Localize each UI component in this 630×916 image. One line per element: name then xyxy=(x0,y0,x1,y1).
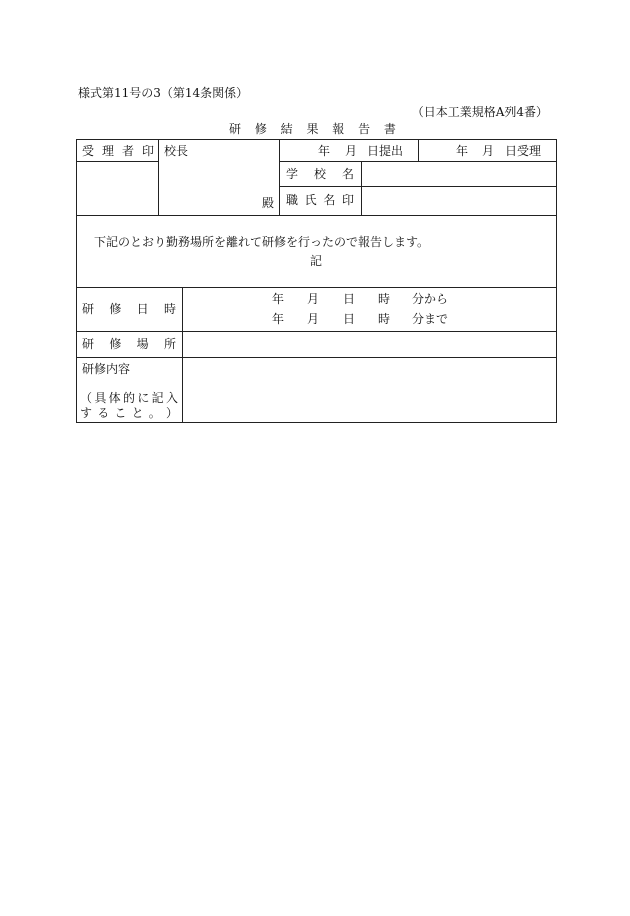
label-char: る xyxy=(97,406,110,420)
label-char: 所 xyxy=(163,337,176,351)
to-month: 月 xyxy=(307,312,320,326)
from-day: 日 xyxy=(343,292,356,306)
label-char: 記 xyxy=(151,391,164,405)
label-char: 修 xyxy=(109,337,122,351)
to-day: 日 xyxy=(343,312,356,326)
training-place-field[interactable] xyxy=(186,334,552,354)
from-month: 月 xyxy=(307,292,320,306)
label-char: こ xyxy=(114,406,127,420)
from-hour: 時 xyxy=(378,292,391,306)
label-char: 職 xyxy=(286,193,299,207)
to-hour: 時 xyxy=(378,312,391,326)
ki-label: 記 xyxy=(310,254,323,268)
label-char: 名 xyxy=(323,193,336,207)
label-char: 修 xyxy=(109,302,122,316)
divider xyxy=(76,287,557,288)
label-char: 者 xyxy=(121,144,134,158)
label-char: 体 xyxy=(108,391,121,405)
label-char: 印 xyxy=(341,193,354,207)
school-name-field[interactable] xyxy=(365,164,553,182)
label-char: 校 xyxy=(313,167,326,181)
training-place-label xyxy=(82,337,176,351)
divider xyxy=(182,287,183,423)
label-char: 研 xyxy=(82,302,95,316)
label-char: 場 xyxy=(136,337,149,351)
divider xyxy=(76,215,557,216)
label-char: （ xyxy=(80,391,93,405)
school-name-label xyxy=(286,167,354,181)
training-content-note-2 xyxy=(80,406,178,420)
received-month: 月 xyxy=(482,144,495,158)
label-char: 研 xyxy=(82,337,95,351)
label-char: 印 xyxy=(141,144,154,158)
label-char: 時 xyxy=(163,302,176,316)
divider xyxy=(418,139,419,161)
position-name-field[interactable] xyxy=(365,189,553,211)
receiver-seal-label xyxy=(82,144,154,158)
divider xyxy=(76,331,557,332)
label-char: 的 xyxy=(122,391,135,405)
divider xyxy=(76,161,158,162)
training-date-label xyxy=(82,302,176,316)
label-char: 受 xyxy=(82,144,95,158)
statement-text: 下記のとおり勤務場所を離れて研修を行ったので報告します。 xyxy=(94,235,430,249)
training-content-note-1 xyxy=(80,391,178,405)
to-minute: 分まで xyxy=(412,312,449,326)
from-minute: 分から xyxy=(412,292,449,306)
label-char: す xyxy=(80,406,93,420)
label-char: 日 xyxy=(136,302,149,316)
label-char: 入 xyxy=(165,391,178,405)
label-char: に xyxy=(137,391,150,405)
training-content-field[interactable] xyxy=(186,360,552,420)
divider xyxy=(279,161,557,162)
divider xyxy=(158,139,159,215)
divider xyxy=(76,357,557,358)
submitted-year: 年 xyxy=(318,144,331,158)
document-title: 研 修 結 果 報 告 書 xyxy=(229,122,401,136)
submitted-month: 月 xyxy=(345,144,358,158)
divider xyxy=(361,161,362,215)
label-char: 。 xyxy=(148,406,161,420)
label-char: と xyxy=(131,406,144,420)
received-year: 年 xyxy=(456,144,469,158)
training-content-label: 研修内容 xyxy=(82,362,131,376)
paper-size-note: （日本工業規格A列4番） xyxy=(411,105,548,119)
label-char: 学 xyxy=(286,167,299,181)
submitted-day: 日提出 xyxy=(367,144,404,158)
label-char: 氏 xyxy=(304,193,317,207)
to-year: 年 xyxy=(272,312,285,326)
divider xyxy=(279,186,557,187)
honorific-dono: 殿 xyxy=(262,196,275,210)
received-day: 日受理 xyxy=(505,144,542,158)
form-number: 様式第11号の3（第14条関係） xyxy=(78,86,249,100)
label-char: 具 xyxy=(94,391,107,405)
label-char: ） xyxy=(165,406,178,420)
divider xyxy=(279,139,280,215)
from-year: 年 xyxy=(272,292,285,306)
label-char: 名 xyxy=(341,167,354,181)
label-char: 理 xyxy=(101,144,114,158)
addressee-principal: 校長 xyxy=(164,144,189,158)
position-name-seal-label xyxy=(286,193,354,207)
